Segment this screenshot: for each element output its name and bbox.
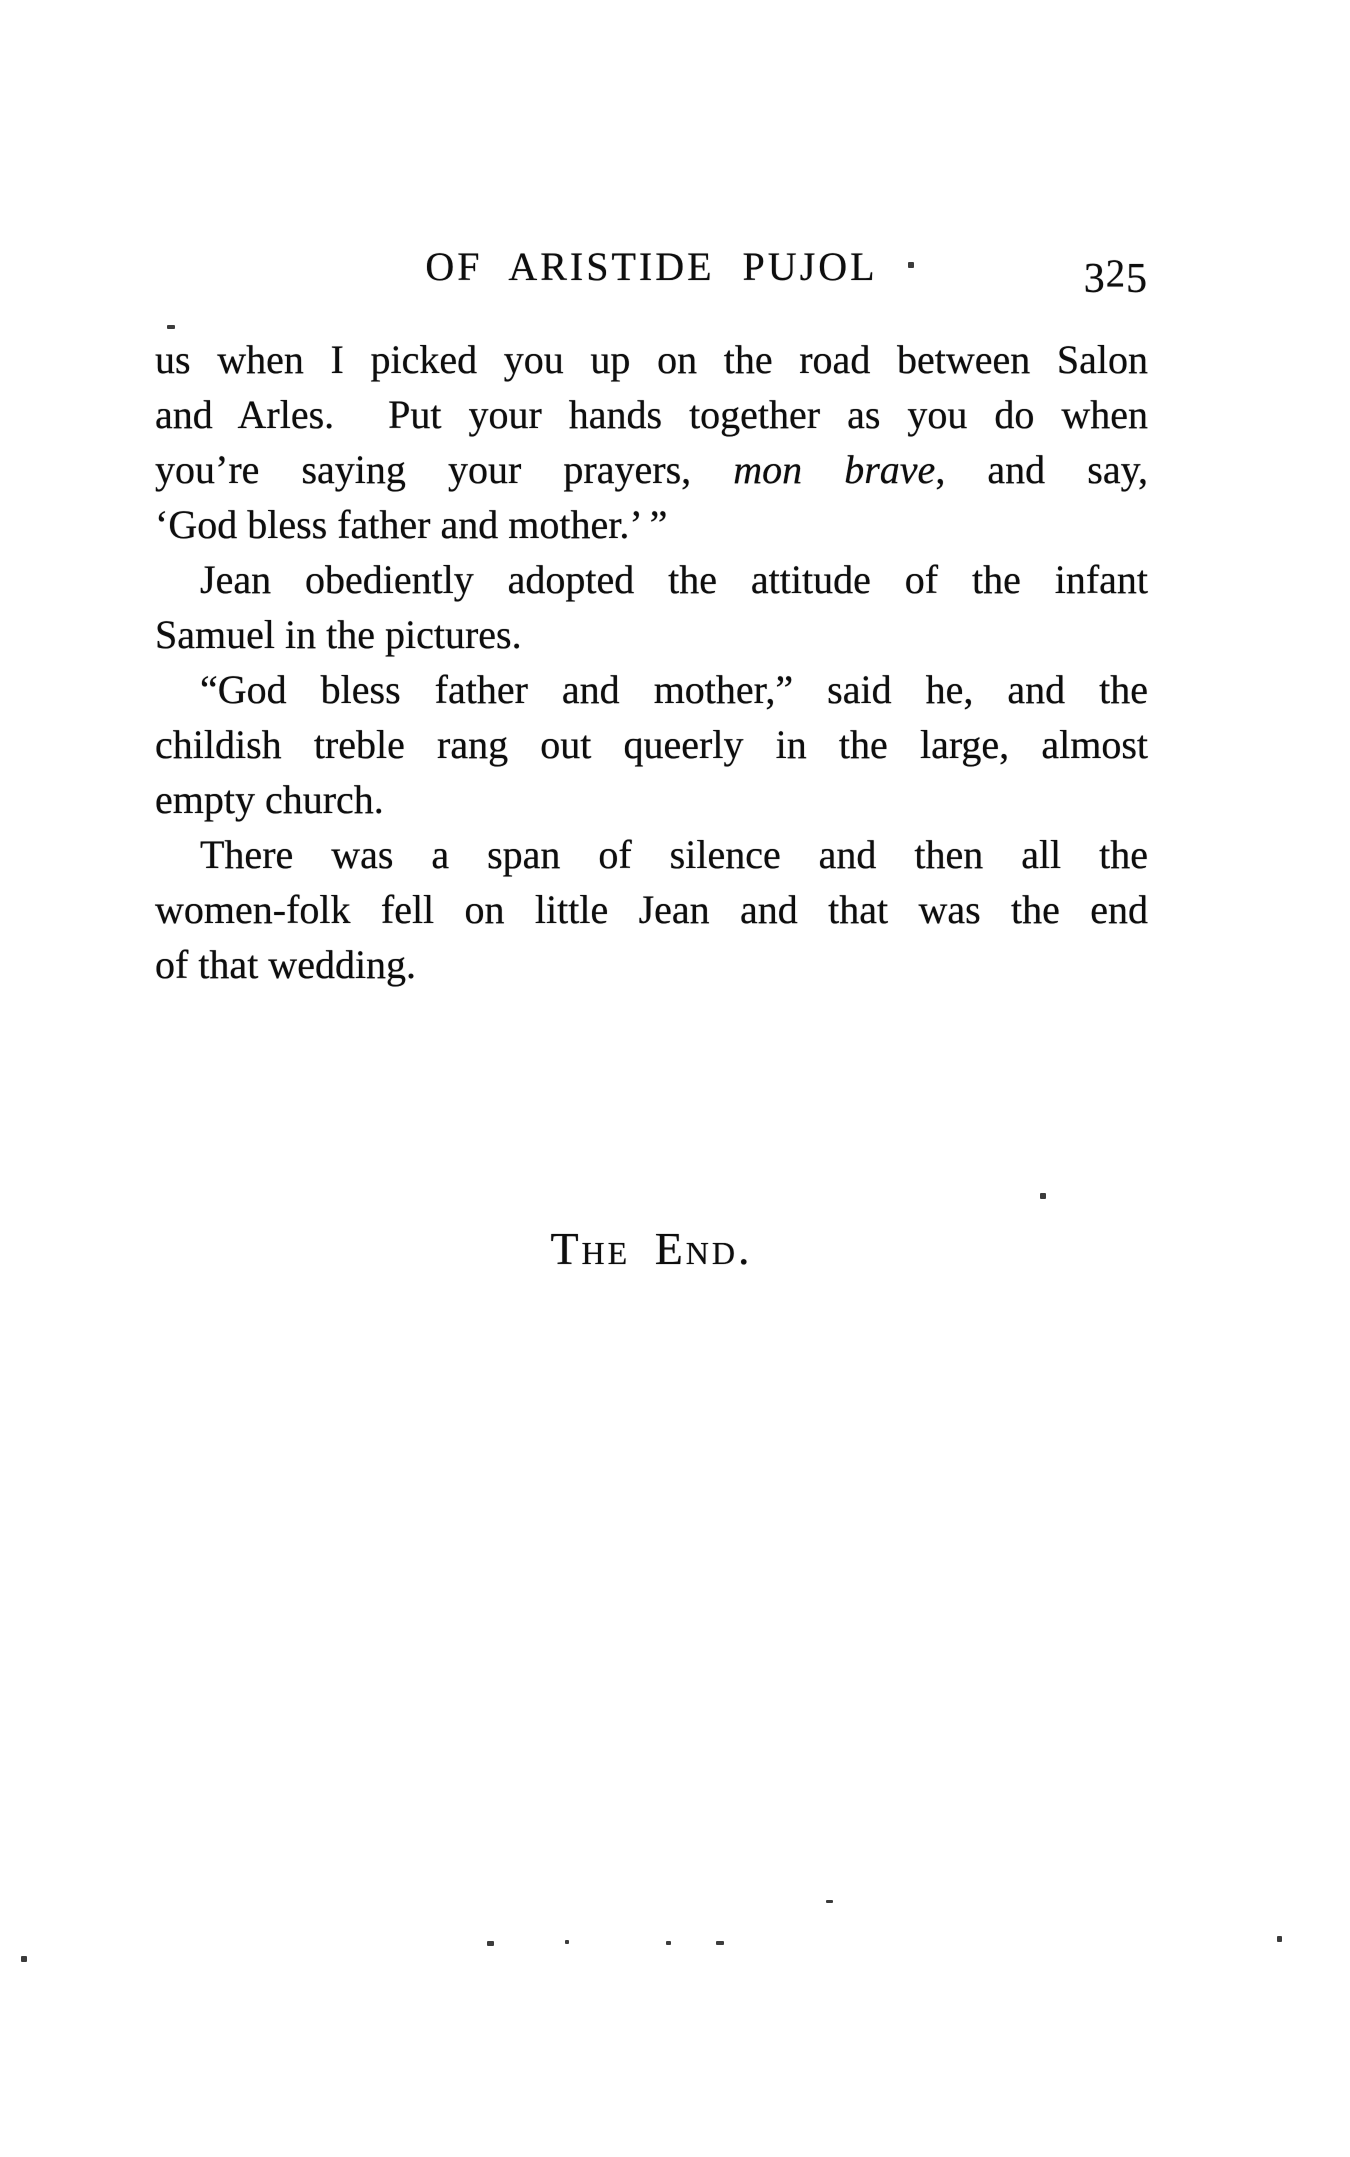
text-segment: , and say, <box>935 447 1148 492</box>
scan-speck <box>666 1941 671 1945</box>
text-segment: and Arles. Put your hands together as you do when <box>155 392 1148 437</box>
scan-speck <box>487 1941 494 1946</box>
text-line <box>155 772 1148 827</box>
text-line <box>155 607 1148 662</box>
text-line <box>155 387 1148 442</box>
page-number <box>1084 255 1148 303</box>
text-segment: ‘God bless father and mother.’ ” <box>155 502 668 547</box>
running-header <box>155 243 1148 305</box>
text-line <box>155 332 1148 387</box>
scan-speck <box>1277 1936 1282 1942</box>
scan-speck <box>21 1956 27 1962</box>
italic-phrase: mon brave <box>733 447 936 492</box>
page-number-digit: 2 <box>1105 253 1126 295</box>
text-segment: There was a span of silence and then all the <box>200 832 1148 877</box>
text-segment: women-folk fell on little Jean and that was the end <box>155 887 1148 932</box>
text-segment: Samuel in the pictures. <box>155 612 522 657</box>
text-line <box>155 497 1148 552</box>
page-title: OF ARISTIDE PUJOL <box>425 244 878 289</box>
scan-speck <box>826 1900 833 1903</box>
text-line <box>155 442 1148 497</box>
page-number-digit: 3 <box>1083 256 1106 302</box>
text-segment: of that wedding. <box>155 942 417 987</box>
text-line <box>155 552 1148 607</box>
text-line <box>155 662 1148 717</box>
text-segment: childish treble rang out queerly in the large, almost <box>155 722 1148 767</box>
the-end-label: The End. <box>550 1223 753 1274</box>
scan-speck <box>565 1940 569 1944</box>
text-line <box>155 717 1148 772</box>
text-line <box>155 937 1148 992</box>
scan-speck <box>716 1941 724 1945</box>
text-line <box>155 827 1148 882</box>
text-segment: us when I picked you up on the road between Salon <box>155 337 1148 382</box>
text-segment: you’re saying your prayers, <box>155 447 734 492</box>
text-line <box>155 882 1148 937</box>
text-segment: empty church. <box>155 777 384 822</box>
the-end-row <box>155 1222 1148 1275</box>
text-segment: Jean obediently adopted the attitude of the infant <box>200 557 1148 602</box>
scan-speck <box>908 262 914 268</box>
page-number-digit: 5 <box>1126 256 1148 302</box>
scan-speck <box>1040 1193 1046 1199</box>
scan-speck <box>167 325 175 329</box>
text-segment: “God bless father and mother,” said he, and the <box>200 667 1148 712</box>
body-text <box>155 332 1148 992</box>
